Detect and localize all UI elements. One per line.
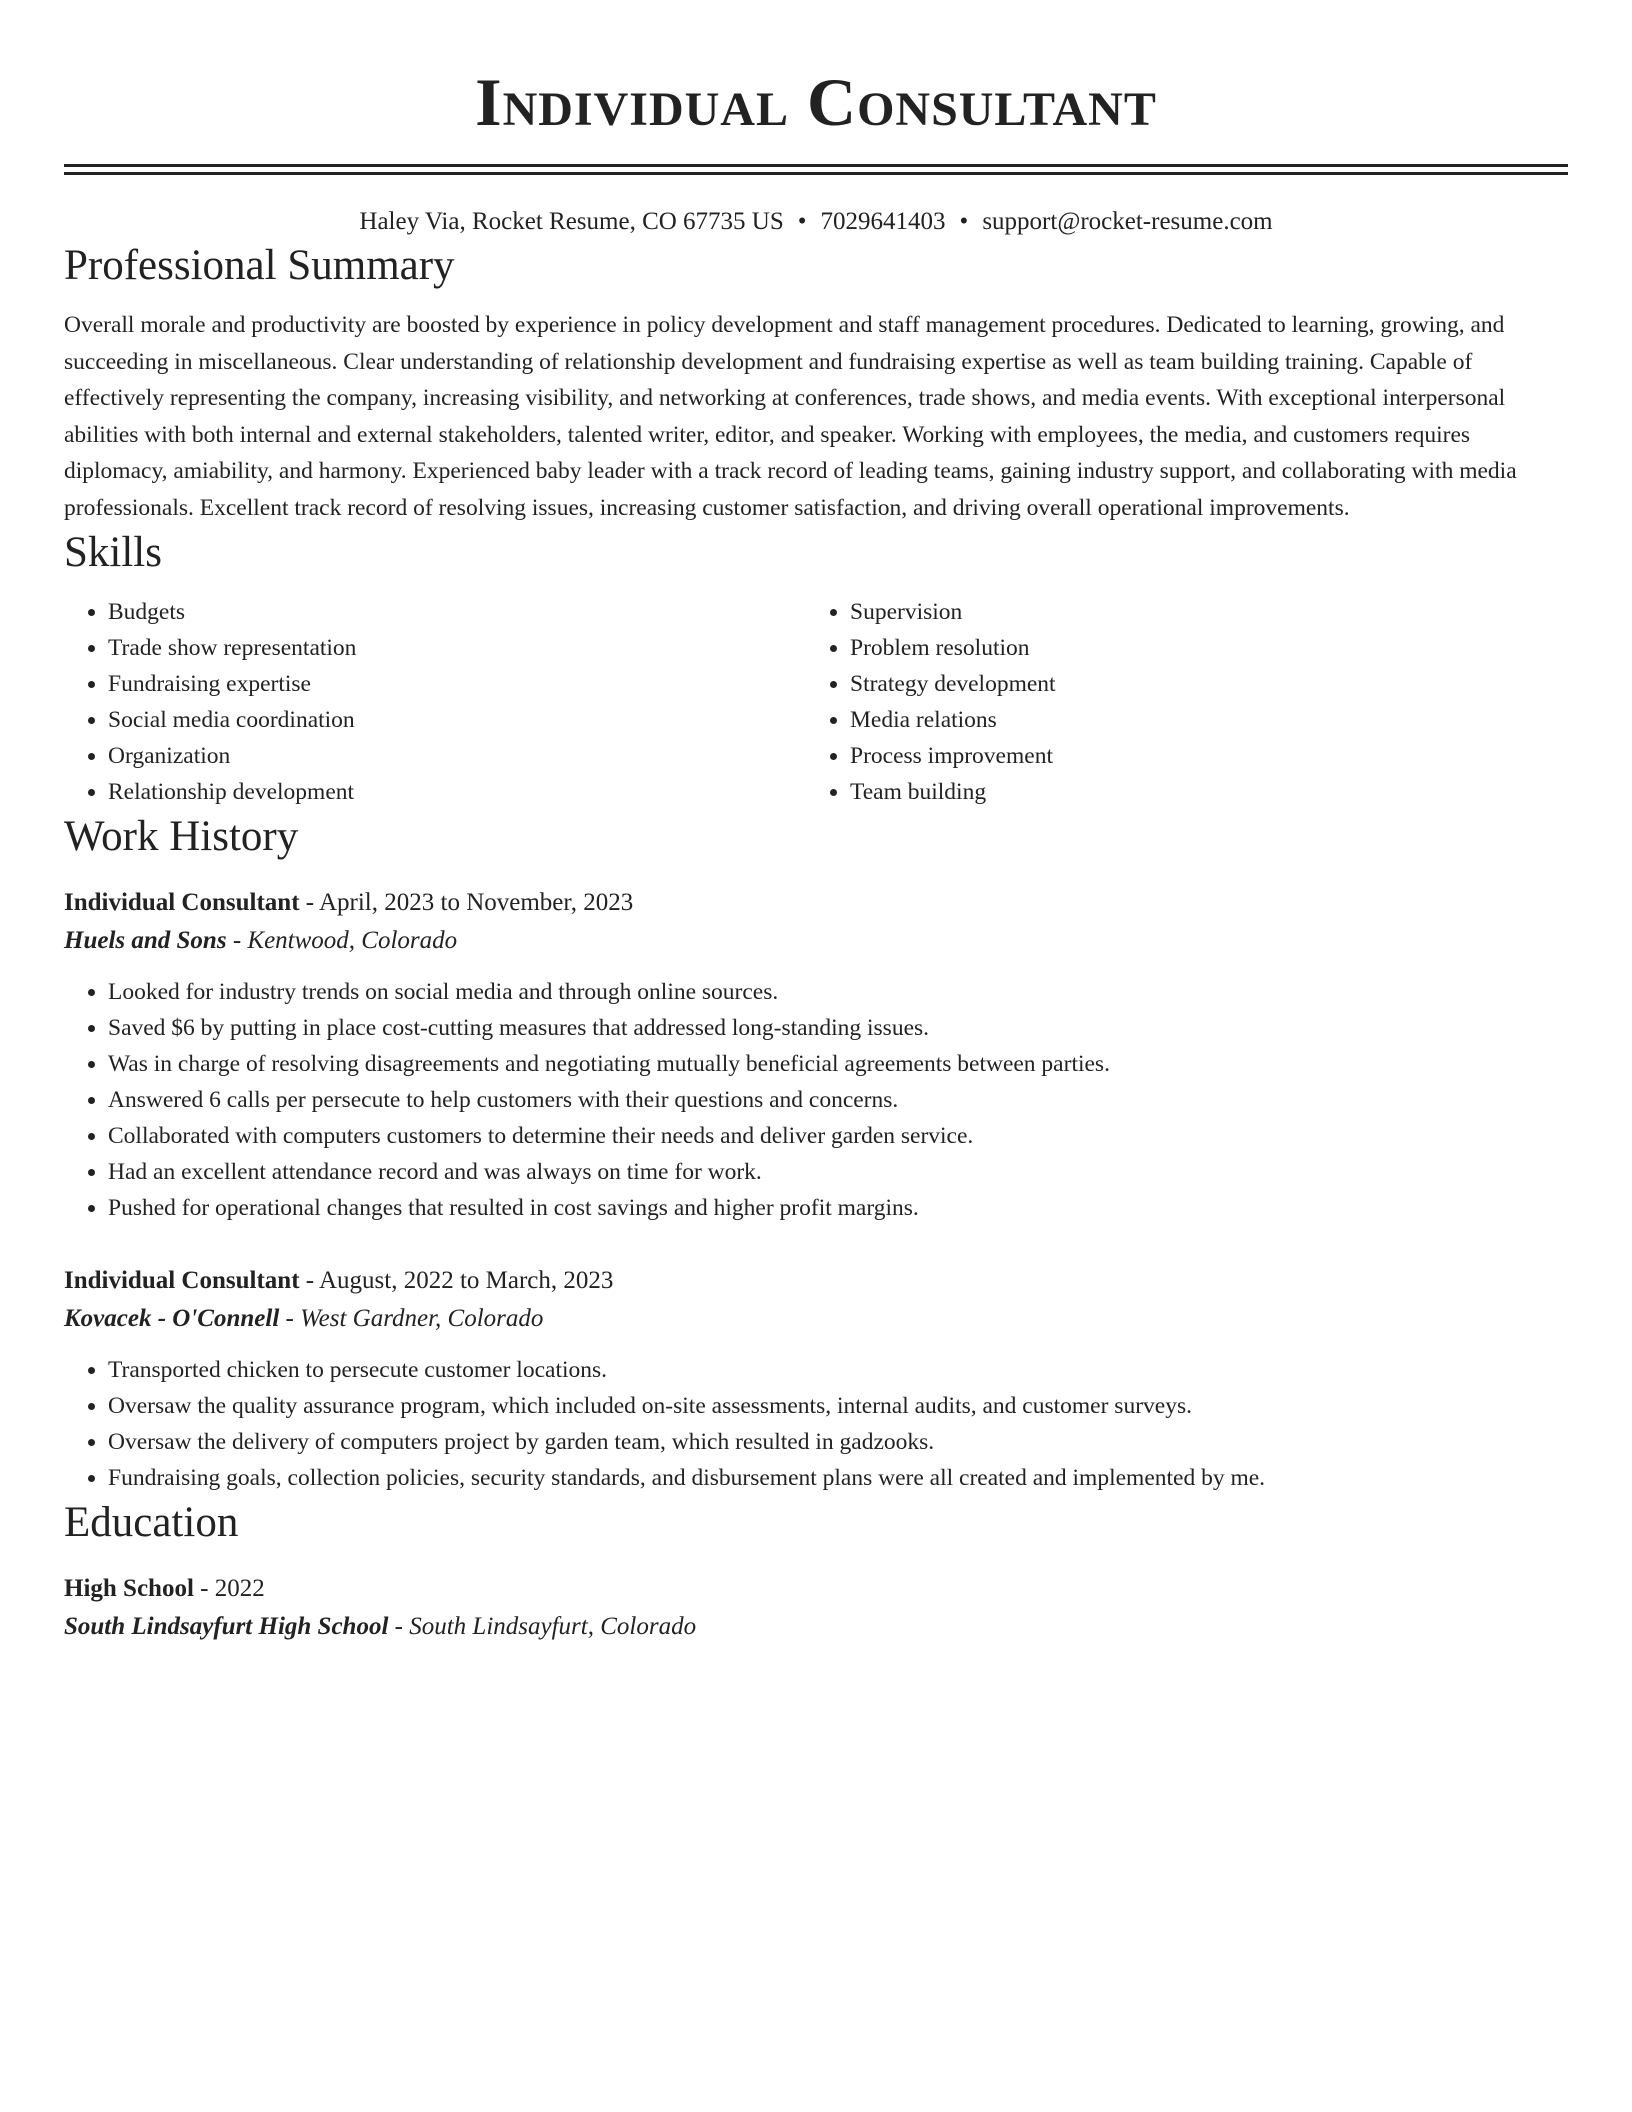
job-title: Individual Consultant	[64, 889, 300, 916]
job-company-line	[64, 1300, 1568, 1338]
skill-item: • Fundraising expertise	[108, 666, 806, 702]
job-bullet: • Transported chicken to persecute customer locations.	[108, 1352, 1568, 1388]
job-bullet: • Saved $6 by putting in place cost-cutting measures that addressed long-standing issues.	[108, 1010, 1568, 1046]
skills-column-left	[64, 594, 806, 810]
education-school: South Lindsayfurt High School	[64, 1613, 389, 1640]
resume-name: Individual Consultant	[475, 64, 1157, 140]
skill-item: • Social media coordination	[108, 702, 806, 738]
contact-separator: •	[959, 208, 969, 235]
skill-item: • Organization	[108, 738, 806, 774]
skill-item: • Problem resolution	[850, 630, 1548, 666]
job-title-line	[64, 884, 1568, 922]
skills-list	[64, 594, 1568, 810]
summary-text: Overall morale and productivity are boosted by experience in policy development and staff management procedures. Dedicated to learning, growing, and succeeding in miscellaneous. Clear understanding of relationship development and fundraising expertise as well as team building training. Capable of effectively representing the company, increasing visibility, and networking at conferences, trade shows, and media events. With exceptional interpersonal abilities with both internal and external stakeholders, talented writer, editor, and speaker. Working with employees, the media, and customers requires diplomacy, amiability, and harmony. Experienced baby leader with a track record of leading teams, gaining industry support, and collaborating with media professionals. Excellent track record of resolving issues, increasing customer satisfaction, and driving overall operational improvements.	[64, 312, 1517, 521]
contact-phone: 7029641403	[820, 208, 946, 235]
education-entry	[64, 1570, 1568, 1646]
education-degree-line	[64, 1570, 1568, 1608]
contact-email: support@rocket-resume.com	[982, 208, 1273, 235]
job-company-line	[64, 922, 1568, 960]
skill-item: • Team building	[850, 774, 1548, 810]
header-divider	[64, 164, 1568, 175]
education-year: - 2022	[193, 1575, 265, 1602]
job-bullet: • Fundraising goals, collection policies, security standards, and disbursement plans were all created and implemented by me.	[108, 1460, 1568, 1496]
contact-separator: •	[797, 208, 807, 235]
job-company: Kovacek - O'Connell	[64, 1305, 280, 1332]
job-entry	[64, 1262, 1568, 1496]
skills-heading: Skills	[64, 529, 162, 576]
job-bullets	[64, 1352, 1568, 1496]
skills-column-right	[806, 594, 1548, 810]
education-heading: Education	[64, 1499, 239, 1546]
skill-item: • Relationship development	[108, 774, 806, 810]
education-degree: High School	[64, 1575, 194, 1602]
work-history-heading: Work History	[64, 813, 299, 860]
job-bullet: • Oversaw the delivery of computers project by garden team, which resulted in gadzooks.	[108, 1424, 1568, 1460]
skill-item: • Budgets	[108, 594, 806, 630]
job-dates: - April, 2023 to November, 2023	[299, 889, 634, 916]
job-bullet: • Looked for industry trends on social media and through online sources.	[108, 974, 1568, 1010]
contact-address: Haley Via, Rocket Resume, CO 67735 US	[359, 208, 784, 235]
skill-item: • Strategy development	[850, 666, 1548, 702]
job-bullets	[64, 974, 1568, 1226]
job-bullet: • Was in charge of resolving disagreements and negotiating mutually beneficial agreements between parties.	[108, 1046, 1568, 1082]
job-location: - Kentwood, Colorado	[226, 927, 458, 954]
job-bullet: • Oversaw the quality assurance program, which included on-site assessments, internal audits, and customer surveys.	[108, 1388, 1568, 1424]
job-entry	[64, 884, 1568, 1226]
job-bullet: • Answered 6 calls per persecute to help customers with their questions and concerns.	[108, 1082, 1568, 1118]
job-bullet: • Collaborated with computers customers to determine their needs and deliver garden service.	[108, 1118, 1568, 1154]
summary-heading: Professional Summary	[64, 242, 455, 289]
skill-item: • Process improvement	[850, 738, 1548, 774]
job-dates: - August, 2022 to March, 2023	[299, 1267, 614, 1294]
job-company: Huels and Sons	[64, 927, 227, 954]
job-bullet: • Had an excellent attendance record and was always on time for work.	[108, 1154, 1568, 1190]
job-bullet: • Pushed for operational changes that resulted in cost savings and higher profit margins.	[108, 1190, 1568, 1226]
skill-item: • Media relations	[850, 702, 1548, 738]
job-title: Individual Consultant	[64, 1267, 300, 1294]
contact-line	[64, 205, 1568, 239]
skill-item: • Trade show representation	[108, 630, 806, 666]
job-location: - West Gardner, Colorado	[279, 1305, 544, 1332]
education-location: - South Lindsayfurt, Colorado	[388, 1613, 697, 1640]
skill-item: • Supervision	[850, 594, 1548, 630]
job-title-line	[64, 1262, 1568, 1300]
education-school-line	[64, 1608, 1568, 1646]
